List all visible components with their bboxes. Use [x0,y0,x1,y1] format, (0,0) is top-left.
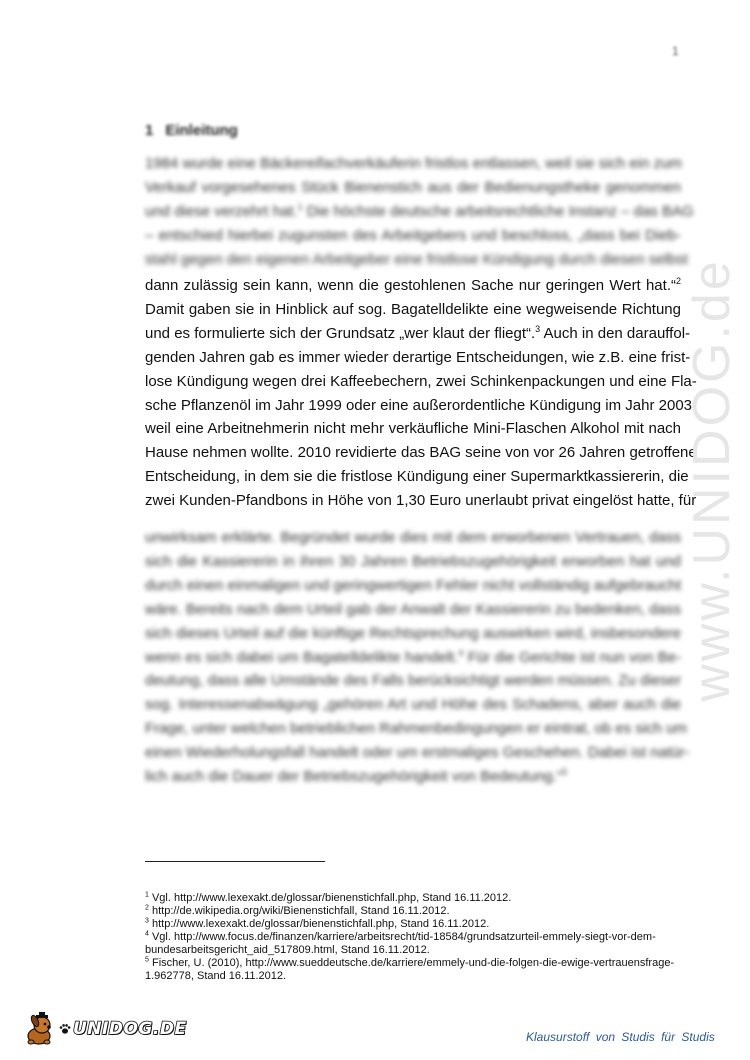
text-line: 1984 wurde eine Bäckereifachverkäuferin fristlos entlassen, weil sie sich ein zum [145,155,682,172]
blurred-paragraph-top [145,152,694,272]
text-line: weil eine Arbeitnehmerin nicht mehr verkäufliche Mini-Flaschen Alkohol mit nach [145,420,681,438]
text-line: einen Wiederholungsfall handelt oder um erstmaliges Geschehen. Dabei ist natür- [145,744,690,762]
footnote-text: Vgl. http://www.focus.de/finanzen/karriere/arbeitsrecht/tid-18584/grundsatzurteil-emmely-siegt-vor-dem-bundesarbeitsgericht_aid_517809.html, Stand 16.11.2012. [145,931,656,956]
section-title: Einleitung [165,122,238,139]
section-number: 1 [145,122,154,139]
footnote-ref: 5 [561,767,567,778]
footnote-text: http://www.lexexakt.de/glossar/bienenstichfall.php, Stand 16.11.2012. [151,918,490,930]
text-line: – entschied hierbei zugunsten des Arbeitgebers und beschloss, „dass bei Dieb- [145,226,681,244]
text-line: sich die Kassiererin in ihren 30 Jahren Betriebszugehörigkeit erworben hat und [145,552,681,570]
text-line: durch einen einmaligen und geringwertigen Fehler nicht vollständig aufgebraucht [145,576,682,594]
footnote-item [145,931,681,957]
text-fragment: und es formulierte sich der Grundsatz „wer klaut der fliegt“. [145,324,536,342]
text-line [145,765,681,789]
text-fragment: Für die Gerichte ist nun von Be- [463,648,681,666]
footnote-text: Fischer, U. (2010), http://www.sueddeutsche.de/karriere/emmely-und-die-folgen-die-ewige-vertrauensfrage-1.962778, Stand 16.11.2012. [145,957,675,982]
text-line [145,200,694,224]
logo-text: UNIDOG.DE [73,1019,187,1039]
text-line: unwirksam erklärte. Begründet wurde dies mit dem erworbenen Vertrauen, dass [145,529,681,546]
watermark: www.UNIDOG.de [683,258,741,702]
text-line: Frage, unter welchen betrieblichen Rahmenbedingungen er eintrat, ob es sich um [145,720,687,738]
footnote-number: 3 [145,917,149,925]
dog-mascot-icon [22,1012,58,1046]
main-paragraph [145,274,697,513]
text-line [145,322,691,346]
text-fragment: wenn es sich dabei um Bagatelldelikte handelt. [145,648,459,666]
text-line [145,646,681,670]
tagline: Klausurstoff von Studis für Studis [526,1030,715,1044]
footnote-ref: 4 [458,647,464,658]
text-line: lose Kündigung wegen drei Kaffeebechern, zwei Schinkenpackungen und eine Fla- [145,372,697,390]
text-line: deutung, dass alle Umstände des Falls berücksichtigt werden müssen. Zu dieser [145,672,681,690]
text-line: stahl gegen den eigenen Arbeitgeber eine fristlose Kündigung durch diesen selbst [145,250,688,268]
text-line: sche Pflanzenöl im Jahr 1999 oder eine außerordentliche Kündigung im Jahr 2003, [145,396,697,414]
text-fragment: Auch in den darauffol- [540,324,691,342]
text-fragment: Die höchste deutsche arbeitsrechtliche Instanz – das BAG [302,202,694,220]
text-line: Damit gaben sie in Hinblick auf sog. Bagatelldelikte eine wegweisende Richtung [145,300,681,318]
blurred-paragraph-bottom [145,526,690,789]
text-line: zwei Kunden-Pfandbons in Höhe von 1,30 Euro unerlaubt privat eingelöst hatte, für [145,492,697,510]
unidog-logo[interactable] [22,1012,187,1046]
footnote-number: 5 [145,956,149,964]
text-line: sich dieses Urteil auf die künftige Rechtsprechung auswirken wird, insbesondere [145,624,681,642]
footnote-item [145,905,681,918]
text-line: genden Jahren gab es immer wieder derartige Entscheidungen, wie z.B. eine frist- [145,348,691,366]
text-line: wäre. Bereits nach dem Urteil gab der Anwalt der Kassiererin zu bedenken, dass [145,600,681,618]
footnote-ref: 2 [675,276,681,286]
text-fragment: und diese verzehrt hat. [145,202,298,220]
footnote-item [145,918,681,931]
footnote-number: 2 [145,904,149,912]
footnote-number: 4 [145,930,149,938]
text-line [145,274,681,298]
section-heading [145,122,238,139]
text-fragment: lich auch die Dauer der Betriebszugehörigkeit von Bedeutung.“ [145,768,562,786]
text-fragment: dann zulässig sein kann, wenn die gestohlenen Sache nur geringen Wert hat.“ [145,277,676,294]
text-line: sog. Interessenabwägung „gehören Art und Höhe des Schadens, aber auch die [145,696,681,714]
footnote-list [145,892,681,983]
footnote-item [145,957,681,983]
footnote-text: Vgl. http://www.lexexakt.de/glossar/bienenstichfall.php, Stand 16.11.2012. [151,892,512,904]
text-line: Hause nehmen wollte. 2010 revidierte das BAG seine von vor 26 Jahren getroffene [145,444,697,462]
footnote-divider [145,861,325,862]
text-line: Entscheidung, in dem sie die fristlose Kündigung einer Supermarktkassiererin, die [145,468,689,486]
footnote-item [145,892,681,905]
footnote-number: 1 [145,891,149,899]
text-line: Verkauf vorgesehenes Stück Bienenstich aus der Bedienungstheke genommen [145,178,681,196]
footnote-ref: 1 [297,201,303,212]
paw-icon [59,1023,71,1035]
footnote-text: http://de.wikipedia.org/wiki/Bienenstichfall, Stand 16.11.2012. [151,905,450,917]
page-number: 1 [672,44,679,58]
footnote-ref: 3 [535,323,541,334]
